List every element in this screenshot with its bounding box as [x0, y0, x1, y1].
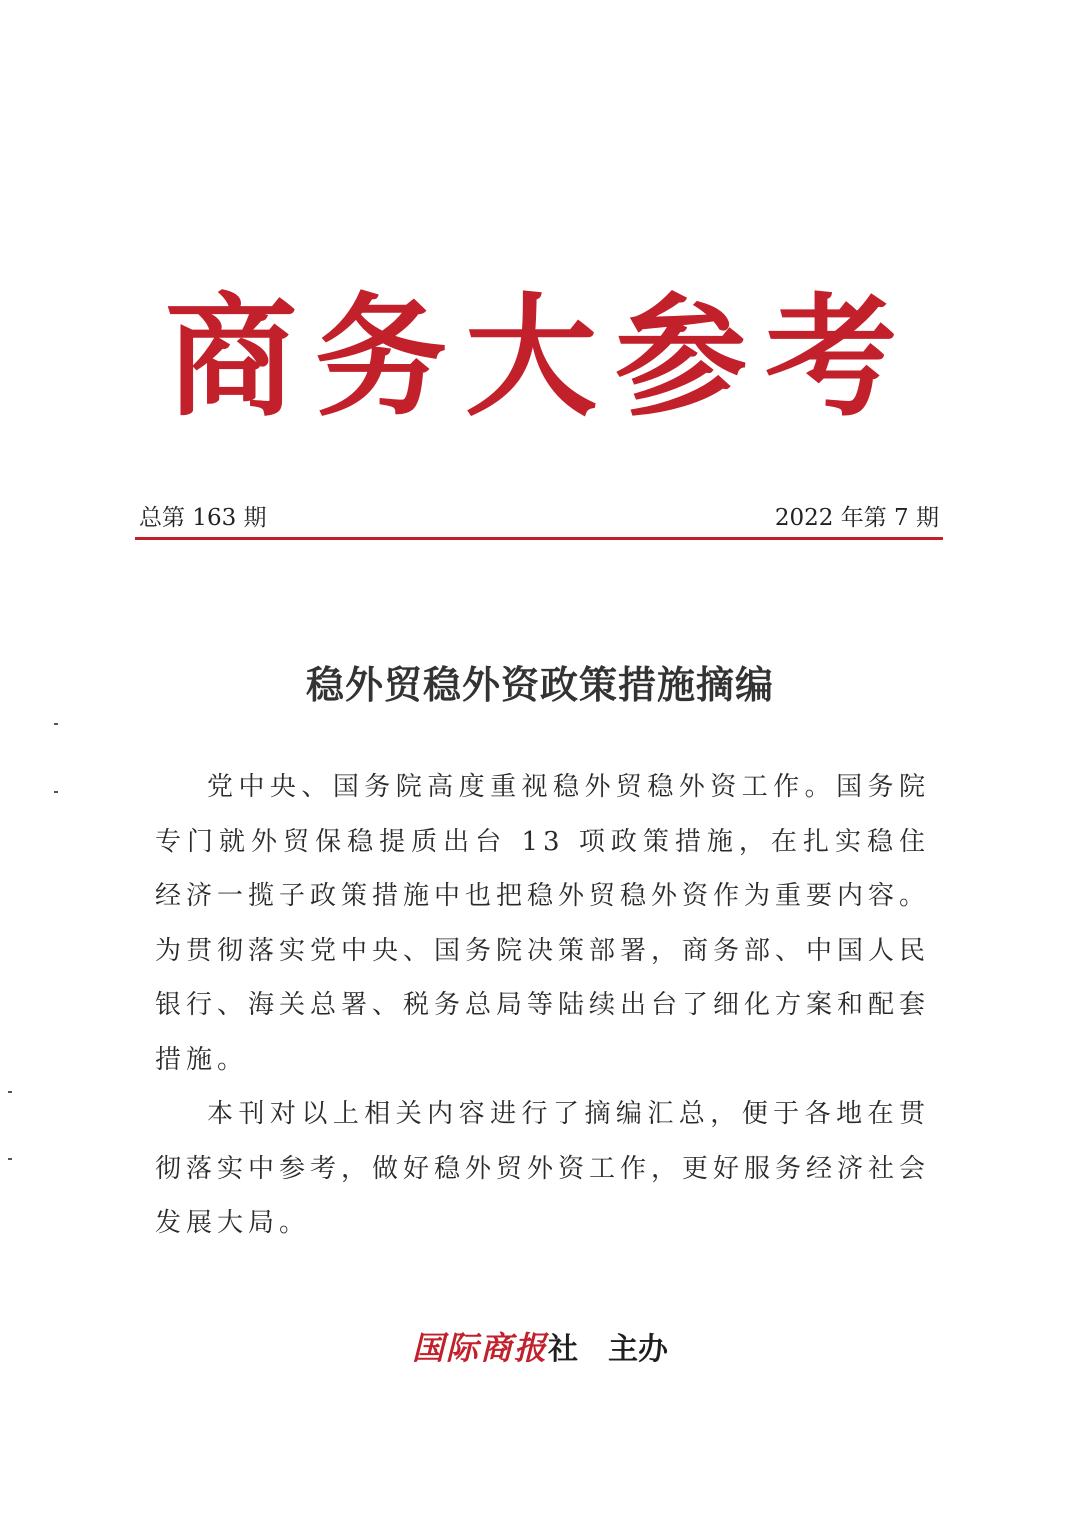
document-title: 稳外贸稳外资政策措施摘编: [305, 663, 774, 707]
scan-speck: [54, 723, 58, 725]
publisher-suffix: 社: [548, 1332, 578, 1367]
body-paragraph-2: 本刊对以上相关内容进行了摘编汇总，便于各地在贯彻落实中参考，做好稳外贸外资工作，更好服务经济社会发展大局。: [155, 1099, 931, 1238]
publisher-line: [150, 1320, 930, 1376]
scan-speck: [8, 1158, 12, 1160]
body-paragraph-1: 党中央、国务院高度重视稳外贸稳外资工作。国务院专门就外贸保稳提质出台 13 项政策措施，在扎实稳住经济一揽子政策措施中也把稳外贸稳外资作为重要内容。为贯彻落实党中央、国务院决策部署，商务部、中国人民银行、海关总署、税务总局等陆续出台了细化方案和配套措施。: [155, 772, 931, 1075]
scan-speck: [8, 1091, 12, 1093]
issue-info-row: [135, 500, 943, 536]
document-body: [155, 760, 930, 1251]
publisher-logo: 国际商报: [411, 1329, 548, 1367]
scan-speck: [54, 791, 58, 793]
red-divider: [135, 537, 943, 540]
publisher-role: 主办: [608, 1332, 668, 1367]
total-issue-number: 总第 163 期: [139, 505, 267, 531]
masthead-title: 商务大参考: [165, 280, 915, 435]
year-issue-number: 2022 年第 7 期: [774, 505, 939, 531]
